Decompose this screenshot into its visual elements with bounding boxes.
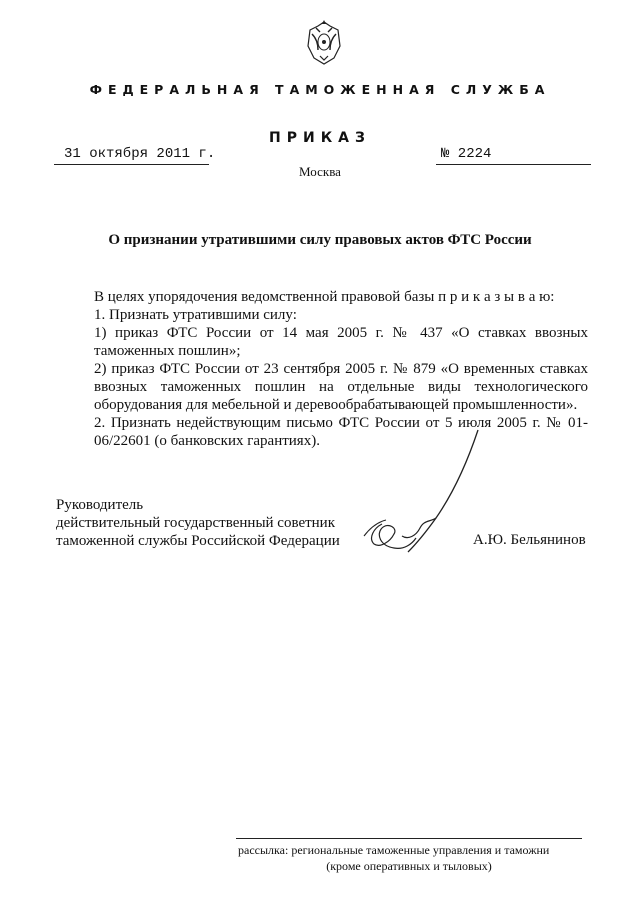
order-title: ПРИКАЗ bbox=[269, 130, 371, 146]
order-number: № 2224 bbox=[441, 146, 492, 162]
item-1-1: 1) приказ ФТС России от 14 мая 2005 г. № 437 «О ставках ввозных таможенных пошлин»; bbox=[94, 325, 588, 359]
intro-paragraph: В целях упорядочения ведомственной правовой базы п р и к а з ы в а ю: bbox=[94, 289, 555, 305]
order-date: 31 октября 2011 г. bbox=[64, 146, 216, 162]
signer-name: А.Ю. Бельянинов bbox=[473, 532, 586, 548]
order-city: Москва bbox=[299, 164, 341, 179]
distribution-line-2: (кроме оперативных и тыловых) bbox=[326, 859, 492, 873]
item-1-2: 2) приказ ФТС России от 23 сентября 2005 г. № 879 «О временных ставках ввозных таможенных пошлин на отдельные виды технологического оборудования для мебельной и деревообрабатывающей промышленности». bbox=[94, 361, 588, 413]
distribution-text-1: рассылка: региональные таможенные управления и таможни bbox=[238, 843, 550, 857]
agency-name: ФЕДЕРАЛЬНАЯ ТАМОЖЕННАЯ СЛУЖБА bbox=[89, 82, 551, 97]
coat-of-arms-icon bbox=[302, 16, 346, 68]
distribution-divider bbox=[236, 838, 582, 839]
signer-service: таможенной службы Российской Федерации bbox=[56, 533, 340, 549]
item-2: 2. Признать недействующим письмо ФТС России от 5 июля 2005 г. № 01-06/22601 (о банковских гарантиях). bbox=[94, 415, 588, 449]
signer-rank: действительный государственный советник bbox=[56, 515, 336, 531]
order-subject: О признании утратившими силу правовых актов ФТС России bbox=[108, 232, 532, 248]
item-1: 1. Признать утратившими силу: bbox=[94, 307, 297, 323]
signer-title: Руководитель bbox=[56, 497, 144, 513]
